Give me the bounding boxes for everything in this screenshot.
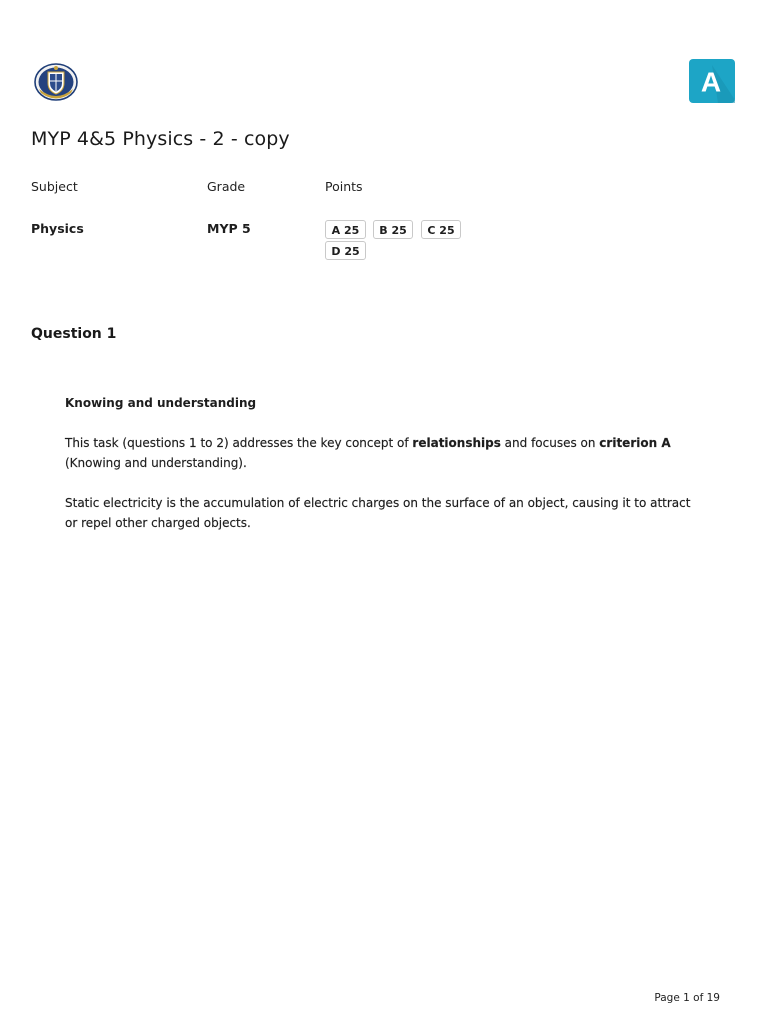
brand-letter: A (700, 66, 722, 98)
points-chip-d: D 25 (325, 241, 366, 260)
points-chip-c: C 25 (421, 220, 461, 239)
static-electricity-paragraph: Static electricity is the accumulation of electric charges on the surface of an object, causing it to attract or repel other charged objects. (65, 496, 691, 530)
task-keyword: relationships (412, 436, 501, 450)
task-mid-text: and focuses on (500, 436, 600, 450)
grade-label: Grade (207, 179, 246, 194)
grade-value: MYP 5 (207, 221, 251, 236)
static-electricity-text (65, 493, 705, 533)
subject-label: Subject (31, 179, 78, 194)
question-sub-heading: Knowing and understanding (65, 396, 257, 410)
points-chip-b: B 25 (373, 220, 413, 239)
task-end-text: (Knowing and understanding). (65, 456, 247, 470)
task-description (65, 433, 705, 473)
task-criterion: criterion A (599, 436, 671, 450)
document-title: MYP 4&5 Physics - 2 - copy (31, 128, 290, 150)
question-heading: Question 1 (31, 326, 117, 342)
task-intro-text: This task (questions 1 to 2) addresses the key concept of (65, 436, 413, 450)
brand-a-icon (688, 58, 736, 104)
points-chip-a: A 25 (325, 220, 366, 239)
points-label: Points (325, 179, 363, 194)
subject-value: Physics (31, 221, 84, 236)
page-number: Page 1 of 19 (654, 992, 720, 1004)
school-crest-icon (33, 62, 79, 102)
